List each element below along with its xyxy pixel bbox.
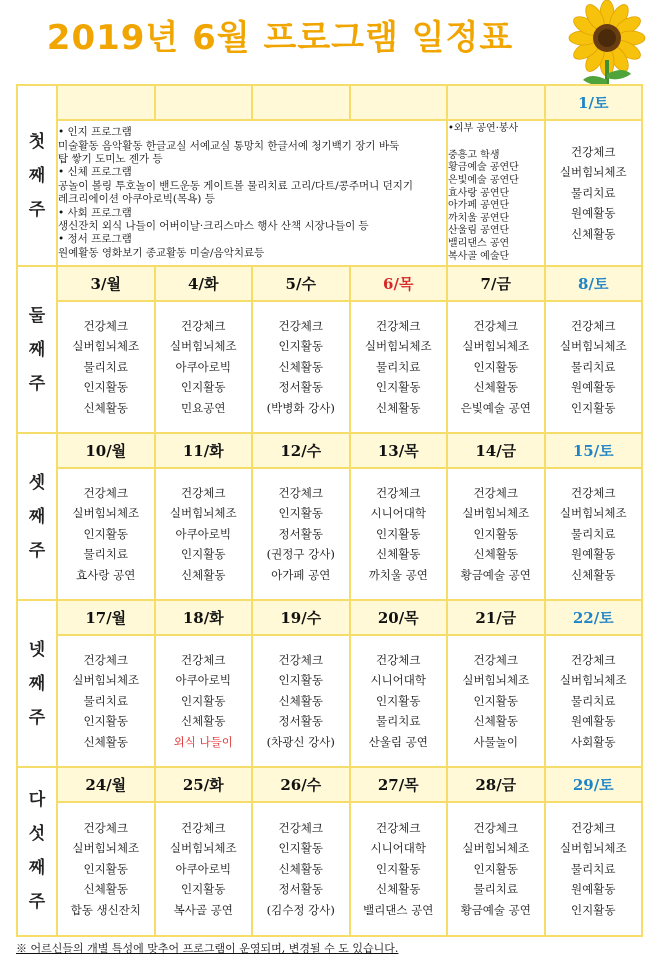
date-header: 21/금	[447, 600, 545, 635]
note-line: • 사회 프로그램	[58, 206, 132, 219]
date-header: 12/수	[252, 433, 350, 468]
date-header: 28/금	[447, 767, 545, 802]
page-title	[0, 10, 560, 59]
day-activities: 건강체크 인지활동 신체활동 정서활동 (차광신 강사)	[252, 635, 350, 767]
date-header: 4/화	[155, 266, 253, 301]
day-activities: 건강체크 시니어대학 인지활동 신체활동 밸리댄스 공연	[350, 802, 448, 936]
week1-date-thu	[350, 85, 448, 120]
outer-item: 복사골 예술단	[448, 250, 510, 262]
day-activities: 건강체크 실버힘뇌체조 인지활동 신체활동 은빛예술 공연	[447, 301, 545, 433]
note-line: 미술활동 음악활동 한글교실 서예교실 통망치 한글서예 청기백기 장기 바둑	[58, 139, 400, 152]
date-header: 11/화	[155, 433, 253, 468]
outer-item: 중흥고 학생	[448, 149, 500, 161]
outer-item: 황금예술 공연단	[448, 162, 519, 174]
day-activities: 건강체크 실버힘뇌체조 물리치료 원예활동 사회활동	[545, 635, 643, 767]
date-header: 3/월	[57, 266, 155, 301]
day-activities: 건강체크 아쿠아로빅 인지활동 신체활동 외식 나들이	[155, 635, 253, 767]
date-header: 13/목	[350, 433, 448, 468]
day-activities: 건강체크 실버힘뇌체조 인지활동 신체활동 황금예술 공연	[447, 468, 545, 600]
day-activities: 건강체크 실버힘뇌체조 아쿠아로빅 인지활동 신체활동	[155, 468, 253, 600]
week1-date-mon	[57, 85, 155, 120]
date-header: 10/월	[57, 433, 155, 468]
week1-date-tue	[155, 85, 253, 120]
note-line: 탑 쌓기 도미노 젠가 등	[58, 152, 163, 165]
outside-performances	[447, 120, 545, 266]
day-activities: 건강체크 실버힘뇌체조 물리치료 인지활동 신체활동	[57, 301, 155, 433]
week4-label: 넷 째 주	[17, 600, 57, 767]
note-line: • 신체 프로그램	[58, 166, 132, 179]
day-activities: 건강체크 실버힘뇌체조 아쿠아로빅 인지활동 복사골 공연	[155, 802, 253, 936]
day-activities: 건강체크 실버힘뇌체조 인지활동 물리치료 효사랑 공연	[57, 468, 155, 600]
day-activities: 건강체크 실버힘뇌체조 물리치료 인지활동 신체활동	[57, 635, 155, 767]
sunflower-icon	[557, 0, 657, 90]
day-activities: 건강체크 실버힘뇌체조 물리치료 원예활동 인지활동	[545, 802, 643, 936]
week1-date-sat: 1/토	[545, 85, 643, 120]
date-header: 27/목	[350, 767, 448, 802]
outer-item: 효사랑 공연단	[448, 187, 510, 199]
day-activities: 건강체크 인지활동 정서활동 (권정구 강사) 아가페 공연	[252, 468, 350, 600]
date-header: 18/화	[155, 600, 253, 635]
outer-title: •외부 공연·봉사	[448, 123, 519, 135]
date-header: 5/수	[252, 266, 350, 301]
date-header: 25/화	[155, 767, 253, 802]
date-header-saturday: 8/토	[545, 266, 643, 301]
outer-item: 아가페 공연단	[448, 200, 510, 212]
day-activities: 건강체크 인지활동 신체활동 정서활동 (김수정 강사)	[252, 802, 350, 936]
week1-sat-activities: 건강체크 실버힘뇌체조 물리치료 원예활동 신체활동	[545, 120, 643, 266]
date-header: 20/목	[350, 600, 448, 635]
day-activities: 건강체크 실버힘뇌체조 물리치료 인지활동 신체활동	[350, 301, 448, 433]
day-activities: 건강체크 시니어대학 인지활동 물리치료 산울림 공연	[350, 635, 448, 767]
date-header-holiday: 6/목	[350, 266, 448, 301]
date-header-saturday: 29/토	[545, 767, 643, 802]
date-header: 26/수	[252, 767, 350, 802]
date-header-saturday: 15/토	[545, 433, 643, 468]
date-header: 24/월	[57, 767, 155, 802]
note-line: • 정서 프로그램	[58, 233, 132, 246]
week5-label: 다 섯 째 주	[17, 767, 57, 936]
week2-label: 둘 째 주	[17, 266, 57, 433]
date-header: 14/금	[447, 433, 545, 468]
footer-note: ※ 어르신들의 개별 특성에 맞추어 프로그램이 운영되며, 변경될 수 도 있습니다.	[16, 942, 399, 955]
week1-label: 첫 째 주	[17, 85, 57, 266]
week1-date-wed	[252, 85, 350, 120]
program-descriptions	[57, 120, 447, 266]
day-activities: 건강체크 실버힘뇌체조 인지활동 물리치료 황금예술 공연	[447, 802, 545, 936]
outer-item: 은빛예술 공연단	[448, 174, 519, 186]
week3-label: 셋 째 주	[17, 433, 57, 600]
note-line: 레크리에이션 아쿠아로빅(목욕) 등	[58, 193, 215, 206]
date-header: 17/월	[57, 600, 155, 635]
date-header-saturday: 22/토	[545, 600, 643, 635]
schedule-table	[16, 84, 643, 937]
title-year: 2019년	[46, 18, 180, 58]
date-header: 7/금	[447, 266, 545, 301]
title-month: 6월	[192, 18, 251, 58]
outer-item: 산울림 공연단	[448, 225, 510, 237]
note-line: 생신잔치 외식 나들이 어버이날·크리스마스 행사 산책 시장나들이 등	[58, 219, 369, 232]
day-activities: 건강체크 인지활동 신체활동 정서활동 (박병화 강사)	[252, 301, 350, 433]
note-line: 원예활동 영화보기 종교활동 미술/음악치료등	[58, 246, 265, 259]
outer-item: 까치울 공연단	[448, 212, 510, 224]
day-activities: 건강체크 실버힘뇌체조 인지활동 신체활동 사물놀이	[447, 635, 545, 767]
day-activities: 건강체크 실버힘뇌체조 물리치료 원예활동 신체활동	[545, 468, 643, 600]
day-activities: 건강체크 실버힘뇌체조 아쿠아로빅 인지활동 민요공연	[155, 301, 253, 433]
date-header: 19/수	[252, 600, 350, 635]
day-activities: 건강체크 시니어대학 인지활동 신체활동 까치울 공연	[350, 468, 448, 600]
outer-item: 밸리댄스 공연	[448, 237, 510, 249]
highlight-outing: 외식 나들이	[173, 734, 233, 749]
day-activities: 건강체크 실버힘뇌체조 물리치료 원예활동 인지활동	[545, 301, 643, 433]
week1-date-fri	[447, 85, 545, 120]
title-rest: 프로그램 일정표	[263, 18, 514, 58]
note-line: • 인지 프로그램	[58, 126, 132, 139]
day-activities: 건강체크 실버힘뇌체조 인지활동 신체활동 합동 생신잔치	[57, 802, 155, 936]
note-line: 공놀이 볼링 투호놀이 밴드운동 게이트볼 물리치료 고리/다트/콩주머니 던지기	[58, 179, 414, 192]
